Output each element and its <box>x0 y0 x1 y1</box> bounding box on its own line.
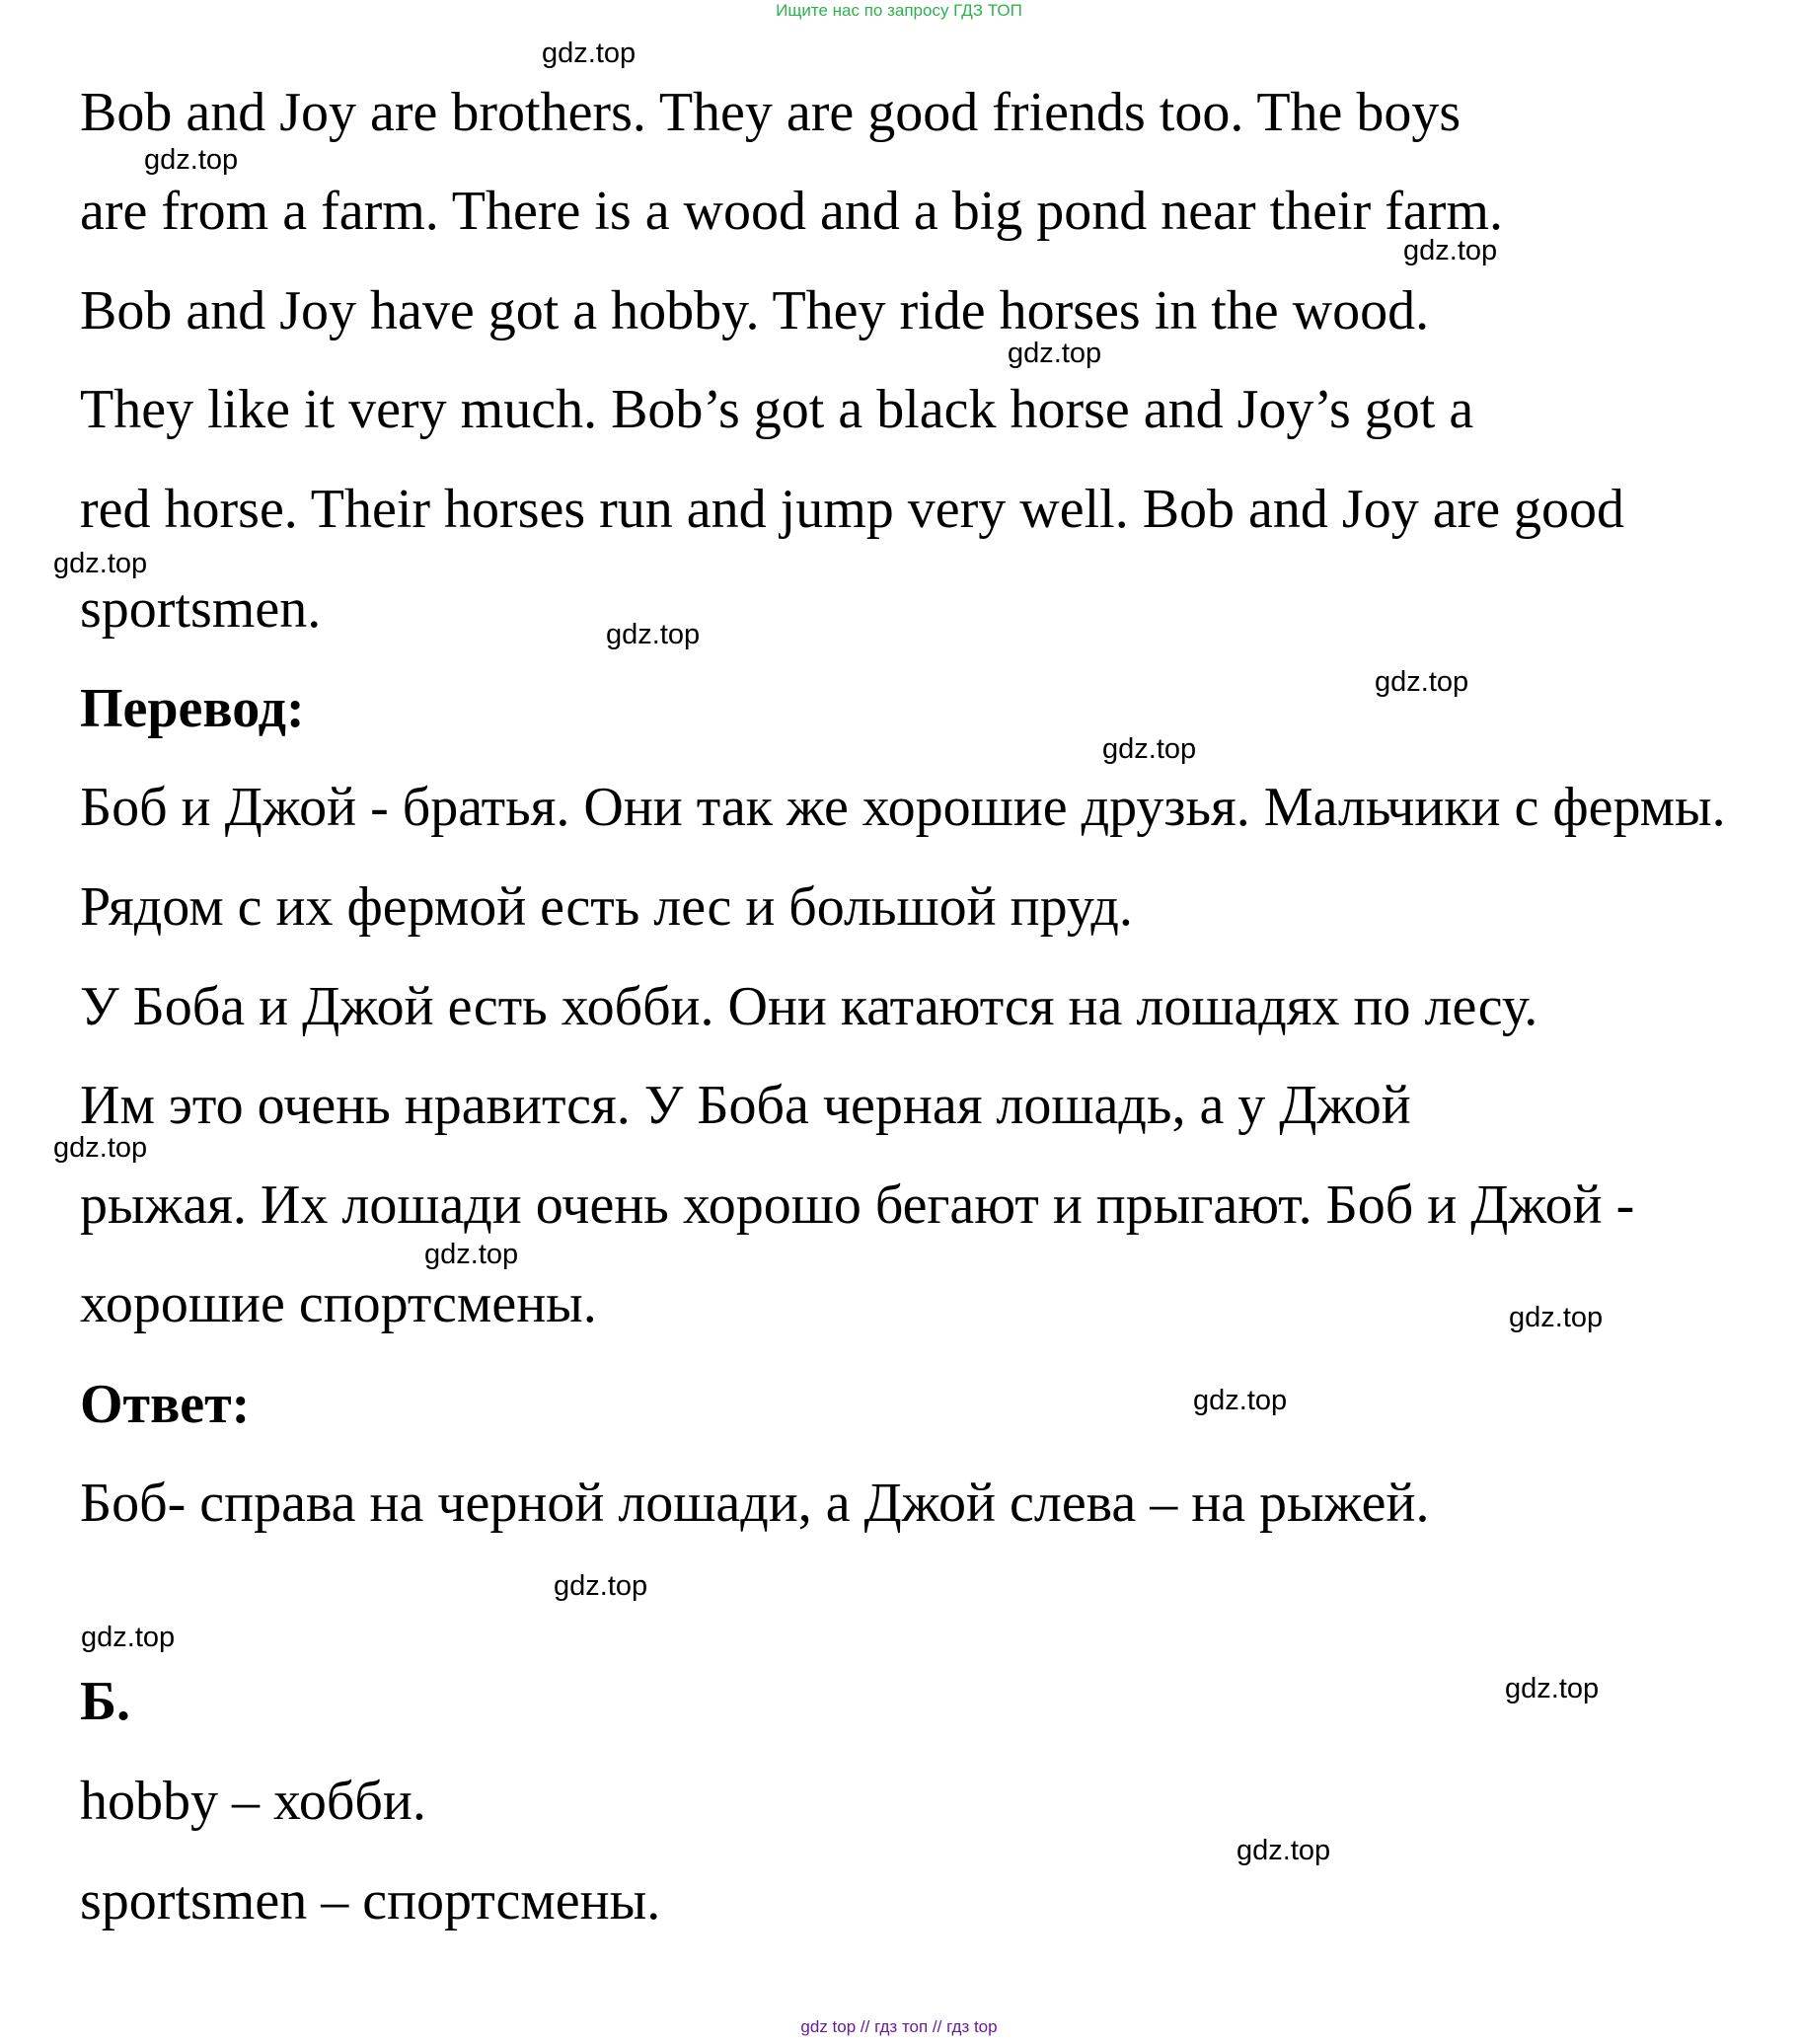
footer-links[interactable]: gdz top // гдз топ // гдз top <box>800 2017 998 2036</box>
watermark: gdz.top <box>81 1622 176 1653</box>
watermark: gdz.top <box>554 1570 648 1602</box>
answer-text: Боб- справа на черной лошади, а Джой слева – на рыжей. <box>80 1473 1430 1534</box>
text-line-5: red horse. Their horses run and jump very well. Bob and Joy are good <box>80 479 1625 540</box>
translation-line-5: рыжая. Их лошади очень хорошо бегают и прыгают. Боб и Джой - <box>80 1174 1635 1236</box>
watermark: gdz.top <box>53 1132 148 1164</box>
watermark: gdz.top <box>1505 1673 1600 1704</box>
watermark: gdz.top <box>1102 733 1197 765</box>
watermark: gdz.top <box>1008 338 1102 369</box>
text-line-4: They like it very much. Bob’s got a black horse and Joy’s got a <box>80 379 1474 440</box>
watermark: gdz.top <box>1236 1835 1331 1866</box>
text-line-3: Bob and Joy have got a hobby. They ride horses in the wood. <box>80 280 1430 341</box>
watermark: gdz.top <box>1375 666 1469 698</box>
answer-heading: Ответ: <box>80 1374 251 1435</box>
text-line-2: are from a farm. There is a wood and a big pond near their farm. <box>80 181 1503 242</box>
translation-line-4: Им это очень нравится. У Боба черная лошадь, а у Джой <box>80 1075 1411 1136</box>
watermark: gdz.top <box>1403 235 1498 266</box>
translation-line-3: У Боба и Джой есть хобби. Они катаются на лошадях по лесу. <box>80 976 1538 1037</box>
part-b-line-1: hobby – хобби. <box>80 1771 426 1832</box>
text-line-6: sportsmen. <box>80 578 322 640</box>
translation-line-2: Рядом с их фермой есть лес и большой пруд. <box>80 876 1133 938</box>
translation-line-1: Боб и Джой - братья. Они так же хорошие друзья. Мальчики с фермы. <box>80 777 1726 838</box>
watermark: gdz.top <box>542 38 637 69</box>
translation-line-6: хорошие спортсмены. <box>80 1273 597 1334</box>
watermark: gdz.top <box>606 619 701 650</box>
watermark: gdz.top <box>1193 1385 1288 1416</box>
watermark: gdz.top <box>53 548 148 579</box>
translation-heading: Перевод: <box>80 678 305 739</box>
top-banner[interactable]: Ищите нас по запросу ГДЗ ТОП <box>776 1 1022 20</box>
watermark: gdz.top <box>144 144 239 176</box>
text-line-1: Bob and Joy are brothers. They are good friends too. The boys <box>80 82 1461 143</box>
watermark: gdz.top <box>1509 1302 1604 1333</box>
watermark: gdz.top <box>424 1239 519 1270</box>
part-b-heading: Б. <box>80 1671 131 1732</box>
part-b-line-2: sportsmen – спортсмены. <box>80 1870 661 1931</box>
